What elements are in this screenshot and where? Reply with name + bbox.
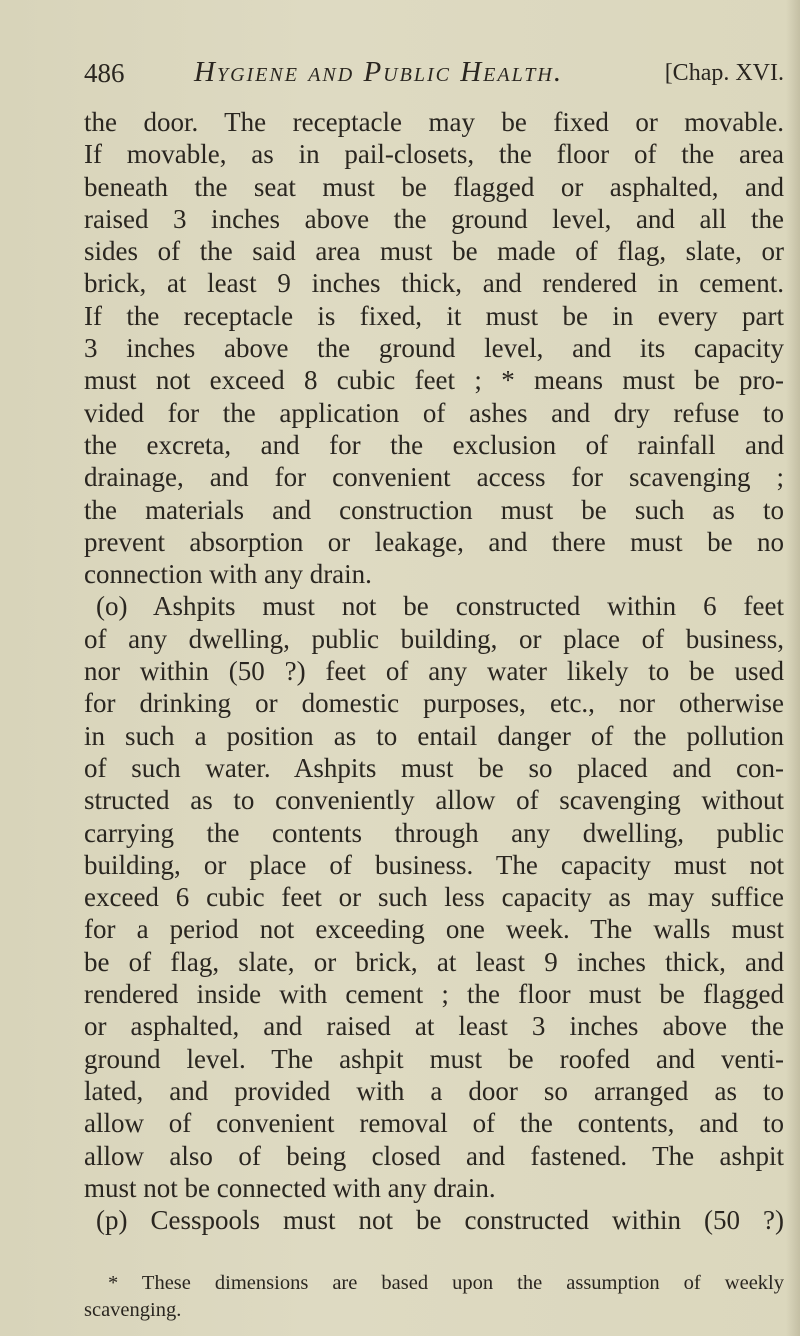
text-line: the excreta, and for the exclusion of rainfall and [84,429,784,460]
text-line: or asphalted, and raised at least 3 inches above the [84,1011,784,1042]
text-line: must not be connected with any drain. [84,1172,496,1203]
text-line: nor within (50 ?) feet of any water likely to be used [84,656,784,687]
text-line: If movable, as in pail-closets, the floor of the area [84,139,784,170]
chapter-reference: [Chap. XVI. [664,60,784,86]
text-line: prevent absorption or leakage, and there must be no [84,526,784,557]
page-edge-shadow [786,0,800,1336]
text-line: of any dwelling, public building, or place of business, [84,623,784,654]
text-line: be of flag, slate, or brick, at least 9 inches thick, and [84,946,784,977]
body-text [84,106,784,1236]
text-line: allow of convenient removal of the contents, and to [84,1108,784,1139]
text-line: in such a position as to entail danger of the pollution [84,720,784,751]
text-line: connection with any drain. [84,559,372,590]
text-line: must not exceed 8 cubic feet ; * means must be pro- [84,365,784,396]
text-line: building, or place of business. The capacity must not [84,849,784,880]
text-line: raised 3 inches above the ground level, and all the [84,203,784,234]
text-line: allow also of being closed and fastened. The ashpit [84,1140,784,1171]
text-line: vided for the application of ashes and dry refuse to [84,397,784,428]
text-line: If the receptacle is fixed, it must be in every part [84,300,784,331]
text-line: sides of the said area must be made of flag, slate, or [84,236,784,267]
text-line: (o) Ashpits must not be constructed within 6 feet [96,591,784,622]
footnote-line: * These dimensions are based upon the assumption of weekly [108,1272,784,1294]
text-line: beneath the seat must be flagged or asphalted, and [84,171,784,202]
page-header [84,58,784,98]
text-line: exceed 6 cubic feet or such less capacity as may suffice [84,882,784,913]
running-title: Hygiene and Public Health. [194,56,564,88]
text-line: lated, and provided with a door so arranged as to [84,1075,784,1106]
footnote [84,1270,784,1324]
text-line: for a period not exceeding one week. The walls must [84,914,784,945]
text-line: (p) Cesspools must not be constructed within (50 ?) [96,1205,784,1236]
text-line: for drinking or domestic purposes, etc., nor otherwise [84,688,784,719]
text-line: rendered inside with cement ; the floor must be flagged [84,979,784,1010]
text-line: 3 inches above the ground level, and its capacity [84,333,784,364]
text-line: carrying the contents through any dwelling, public [84,817,784,848]
text-line: the materials and construction must be such as to [84,494,784,525]
footnote-line: scavenging. [84,1299,182,1321]
text-line: ground level. The ashpit must be roofed and venti- [84,1043,784,1074]
page-number: 486 [84,58,125,88]
text-line: drainage, and for convenient access for scavenging ; [84,462,784,493]
text-line: the door. The receptacle may be fixed or movable. [84,107,784,137]
text-line: structed as to conveniently allow of scavenging without [84,785,784,816]
text-line: of such water. Ashpits must be so placed and con- [84,752,784,783]
text-line: brick, at least 9 inches thick, and rendered in cement. [84,268,784,299]
